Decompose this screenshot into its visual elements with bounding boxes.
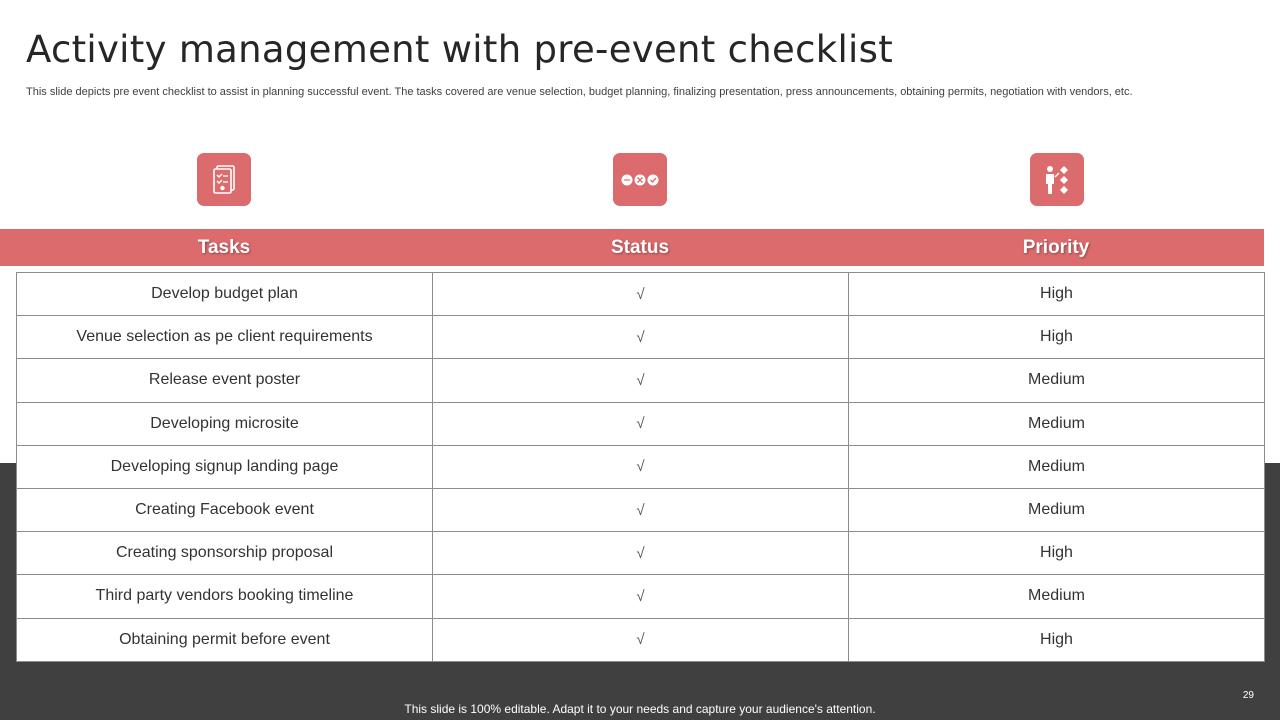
status-cell: √ — [433, 316, 849, 359]
status-cell: √ — [433, 402, 849, 445]
status-cell: √ — [433, 532, 849, 575]
status-cell: √ — [433, 488, 849, 531]
checklist-table — [16, 272, 1265, 662]
table-row — [17, 488, 1265, 531]
priority-cell: High — [849, 316, 1265, 359]
table-row — [17, 445, 1265, 488]
task-cell: Third party vendors booking timeline — [17, 575, 433, 618]
table-row — [17, 359, 1265, 402]
task-cell: Developing microsite — [17, 402, 433, 445]
priority-cell: High — [849, 618, 1265, 661]
priority-cell: Medium — [849, 488, 1265, 531]
priority-cell: High — [849, 273, 1265, 316]
person-priority-icon — [1030, 153, 1084, 206]
header-status: Status — [610, 236, 670, 258]
table-row — [17, 273, 1265, 316]
table-row — [17, 618, 1265, 661]
status-cell: √ — [433, 445, 849, 488]
header-priority: Priority — [1022, 236, 1090, 258]
task-cell: Creating sponsorship proposal — [17, 532, 433, 575]
status-options-icon — [613, 153, 667, 206]
table-header-bar — [0, 229, 1264, 266]
table-row — [17, 402, 1265, 445]
page-subtitle: This slide depicts pre event checklist to assist in planning successful event. The tasks covered are venue selection, budget planning, finalizing presentation, press announcements, obtaining permits, negotiation with vendors, etc. — [26, 86, 1133, 98]
task-cell: Venue selection as pe client requirements — [17, 316, 433, 359]
priority-cell: Medium — [849, 445, 1265, 488]
priority-cell: High — [849, 532, 1265, 575]
task-cell: Creating Facebook event — [17, 488, 433, 531]
table-row — [17, 316, 1265, 359]
header-tasks: Tasks — [197, 236, 251, 258]
priority-cell: Medium — [849, 575, 1265, 618]
task-cell: Release event poster — [17, 359, 433, 402]
table-row — [17, 532, 1265, 575]
status-cell: √ — [433, 359, 849, 402]
status-cell: √ — [433, 618, 849, 661]
status-cell: √ — [433, 273, 849, 316]
status-cell: √ — [433, 575, 849, 618]
priority-cell: Medium — [849, 402, 1265, 445]
checklist-document-icon — [197, 153, 251, 206]
table-row — [17, 575, 1265, 618]
footer-note: This slide is 100% editable. Adapt it to your needs and capture your audience's attention. — [404, 702, 876, 716]
page-title: Activity management with pre-event checklist — [26, 28, 894, 71]
task-cell: Obtaining permit before event — [17, 618, 433, 661]
task-cell: Developing signup landing page — [17, 445, 433, 488]
page-number: 29 — [1242, 690, 1254, 701]
priority-cell: Medium — [849, 359, 1265, 402]
task-cell: Develop budget plan — [17, 273, 433, 316]
